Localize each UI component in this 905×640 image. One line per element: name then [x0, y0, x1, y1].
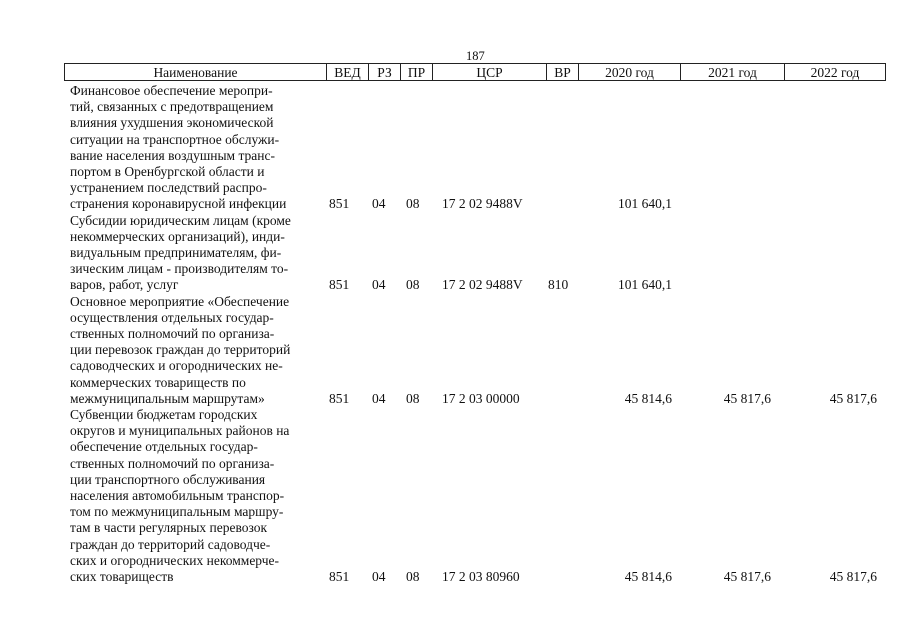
cell-2020: 45 814,6 — [624, 390, 672, 406]
cell-2021: 45 817,6 — [723, 569, 771, 584]
header-csr: ЦСР — [432, 64, 546, 80]
cell-2020: 45 814,6 — [624, 569, 672, 584]
page-number: 187 — [466, 49, 485, 63]
row-name-line: Финансовое обеспечение меропри- — [70, 83, 273, 98]
cell-ved: 851 — [329, 390, 350, 406]
row-name-line: граждан до территорий садоводче- — [70, 536, 271, 552]
cell-csr: 17 2 02 9488V — [442, 196, 523, 212]
cell-ved: 851 — [329, 277, 350, 293]
row-name-line: портом в Оренбургской области и — [70, 163, 265, 179]
cell-2022: 45 817,6 — [829, 569, 877, 584]
row-name-line: осуществления отдельных государ- — [70, 309, 274, 325]
row-name-line: ственных полномочий по организа- — [70, 455, 275, 471]
row-name-line: зическим лицам - производителям то- — [70, 261, 289, 277]
row-name-line: устранением последствий распро- — [70, 180, 267, 196]
cell-csr: 17 2 02 9488V — [442, 277, 523, 293]
cell-rz: 04 — [372, 277, 386, 293]
header-vr: ВР — [546, 64, 578, 80]
row-name-line: том по межмуниципальным маршру- — [70, 504, 284, 520]
row-name-line: ситуации на транспортное обслужи- — [70, 131, 280, 147]
row-name — [70, 294, 325, 407]
cell-2021: 45 817,6 — [723, 390, 771, 406]
cell-vr: 810 — [548, 277, 569, 293]
cell-ved: 851 — [329, 196, 350, 212]
row-name-line: ских товариществ — [70, 568, 174, 584]
header-2021: 2021 год — [680, 64, 784, 80]
row-name-line: там в части регулярных перевозок — [70, 520, 268, 536]
row-name-line: межмуниципальным маршрутам» — [70, 390, 265, 406]
row-name — [70, 213, 325, 294]
cell-2020: 101 640,1 — [618, 196, 672, 212]
header-2022: 2022 год — [784, 64, 885, 80]
cell-rz: 04 — [372, 569, 386, 584]
cell-pr: 08 — [406, 277, 420, 293]
cell-pr: 08 — [406, 390, 420, 406]
cell-2020: 101 640,1 — [618, 277, 672, 293]
row-name-line: садоводческих и огороднических не- — [70, 358, 283, 374]
cell-csr: 17 2 03 80960 — [442, 569, 520, 584]
row-name-line: влияния ухудшения экономической — [70, 115, 274, 131]
row-name-line: тий, связанных с предотвращением — [70, 99, 274, 115]
row-name-line: ции перевозок граждан до территорий — [70, 342, 291, 358]
row-name-line: Основное мероприятие «Обеспечение — [70, 293, 290, 309]
row-name-line: обеспечение отдельных государ- — [70, 439, 258, 455]
header-2020: 2020 год — [578, 64, 680, 80]
row-name-line: странения коронавирусной инфекции — [70, 196, 287, 212]
cell-2022: 45 817,6 — [829, 390, 877, 406]
cell-rz: 04 — [372, 196, 386, 212]
row-name — [70, 83, 325, 213]
header-pr: ПР — [400, 64, 432, 80]
header-name: Наименование — [153, 65, 238, 80]
header-rz: РЗ — [368, 64, 400, 80]
row-name-line: ственных полномочий по организа- — [70, 325, 275, 341]
header-ved: ВЕД — [326, 64, 368, 80]
row-name-line: ции транспортного обслуживания — [70, 471, 266, 487]
cell-ved: 851 — [329, 569, 350, 584]
row-name-line: округов и муниципальных районов на — [70, 423, 290, 439]
row-name-line: видуальным предпринимателям, фи- — [70, 244, 282, 260]
row-name-line: населения автомобильным транспор- — [70, 487, 285, 503]
row-name-line: Субвенции бюджетам городских — [70, 407, 258, 422]
cell-rz: 04 — [372, 390, 386, 406]
table-header — [64, 63, 886, 81]
row-name-line: некоммерческих организаций), инди- — [70, 228, 285, 244]
cell-pr: 08 — [406, 569, 420, 584]
cell-pr: 08 — [406, 196, 420, 212]
row-name-line: варов, работ, услуг — [70, 277, 179, 293]
row-name-line: коммерческих товариществ по — [70, 374, 246, 390]
row-name — [70, 407, 325, 585]
row-name-line: ских и огороднических некоммерче- — [70, 552, 279, 568]
row-name-line: вание населения воздушным транс- — [70, 147, 275, 163]
cell-csr: 17 2 03 00000 — [442, 390, 520, 406]
row-name-line: Субсидии юридическим лицам (кроме — [70, 212, 291, 228]
